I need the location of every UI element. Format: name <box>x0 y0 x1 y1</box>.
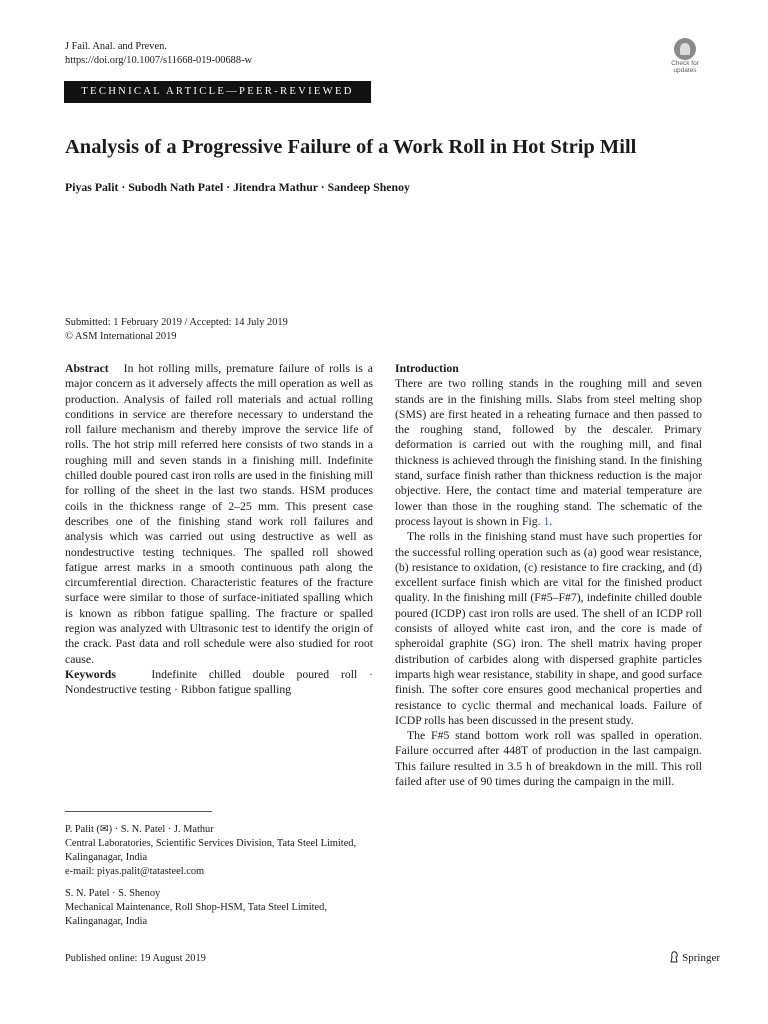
abstract-label: Abstract <box>65 362 109 375</box>
bookmark-icon <box>674 38 696 60</box>
published-online-date: Published online: 19 August 2019 <box>65 953 206 964</box>
check-updates-line1: Check for <box>671 60 699 67</box>
abstract <box>65 361 373 667</box>
copyright: © ASM International 2019 <box>65 331 177 342</box>
keywords-text: Indefinite chilled double poured roll · Nondestructive testing · Ribbon fatigue spalling <box>65 667 373 697</box>
article-type-banner: TECHNICAL ARTICLE—PEER-REVIEWED <box>64 81 371 103</box>
intro-p1-end: . <box>549 514 553 528</box>
submitted-accepted: Submitted: 1 February 2019 / Accepted: 14 July 2019 <box>65 317 288 328</box>
check-for-updates-badge[interactable] <box>666 38 704 76</box>
affiliation-group-2 <box>65 887 373 929</box>
journal-header <box>65 40 385 68</box>
figure-1-link[interactable]: 1 <box>543 514 550 528</box>
keywords-label: Keywords <box>65 667 116 681</box>
check-updates-line2: updates <box>673 67 697 74</box>
intro-paragraph-2: The rolls in the finishing stand must have such properties for the successful rolling operation such as (a) good wear resistance, (b) resistance to oxidation, (c) resistance to fire cracking, and (d) excellent surface finish which are vital for the finished product quality. In the finishing mill (F#5–F#7), indefinite chilled double poured (ICDP) cast iron rolls are used. The shell of an ICDP roll consists of alloyed white cast iron, and the core is made of spheroidal graphite (SG) iron. The shell matrix having proper distribution of carbides along with dispersed graphite particles imparts high wear resistance, stability in shape, and good surface finish. The softer core ensures good mechanical properties and resistance to cyclic thermal and mechanical loads. Failure of ICDP rolls has been discussed in the present study. <box>395 530 702 727</box>
affiliation-names: S. N. Patel · S. Shenoy <box>65 888 161 899</box>
affiliation-names: P. Palit (✉) · S. N. Patel · J. Mathur <box>65 824 214 835</box>
intro-p1-text: There are two rolling stands in the roughing mill and seven stands are in the finishing mills. Slabs from steel melting shop (SMS) are first heated in a reheating furnace and then passed to the roughing stand, followed by the descaler. Primary deformation is carried out with the roughing mill, and final thickness is achieved through the finishing stand. In the finishing stand, surface finish rather than thickness reduction is the major objective. Here, the contact time and material temperature are lower than those in the roughing stand. The schematic of the process layout is shown in Fig. <box>395 377 702 528</box>
author-list: Piyas Palit · Subodh Nath Patel · Jitendra Mathur · Sandeep Shenoy <box>65 180 410 194</box>
affiliation-email[interactable]: e-mail: piyas.palit@tatasteel.com <box>65 866 205 877</box>
affiliation-org: Mechanical Maintenance, Roll Shop-HSM, Tata Steel Limited, Kalinganagar, India <box>65 902 327 927</box>
keywords <box>65 667 373 698</box>
article-title: Analysis of a Progressive Failure of a Work Roll in Hot Strip Mill <box>65 136 637 158</box>
affiliation-group-1 <box>65 823 373 879</box>
springer-horse-icon <box>669 951 679 963</box>
abstract-text: In hot rolling mills, premature failure of rolls is a major concern as it adversely affects the mill operation as well as production. Analysis of failed roll materials and actual rolling conditions in service are therefore necessary to understand the roll failure mechanism and thereby improve the service life of rolls. The hot strip mill referred here consists of two stands in a roughing mill and seven stands in a finishing mill. Indefinite chilled double poured cast iron rolls are used in the finishing mill for rolling of the sheet in the last two stands. HSM produces coils in the thickness range of 2–25 mm. This present case describes one of the finishing stand work roll failures and analysis which was carried out using destructive as well as nondestructive testing techniques. The spalled roll showed fatigue arrest marks in a smooth continuous path along the circumferential direction. Characteristic features of the fracture surface were similar to those of surface-initiated spalling which is known as ribbon fatigue spalling. The fracture or spalled region was analyzed with Ultrasonic test to identify the origin of the crack. Past data and roll schedule were also studied for root cause. <box>65 362 374 666</box>
intro-paragraph-3: The F#5 stand bottom work roll was spalled in operation. Failure occurred after 448T of production in the last campaign. This failure resulted in 3.5 h of breakdown in the mill. This roll failed after use of 90 times during the campaign in the mill. <box>395 729 702 789</box>
doi-link[interactable]: https://doi.org/10.1007/s11668-019-00688-w <box>65 55 253 66</box>
journal-name: J Fail. Anal. and Preven. <box>65 41 167 52</box>
footnote-divider <box>65 811 212 812</box>
left-column <box>65 361 373 698</box>
section-heading-introduction: Introduction <box>395 362 459 375</box>
intro-paragraph-1 <box>395 376 702 529</box>
affiliation-org: Central Laboratories, Scientific Services Division, Tata Steel Limited, Kalinganagar, India <box>65 838 357 863</box>
publisher-logo <box>640 951 720 964</box>
right-column <box>395 361 702 789</box>
publisher-name: Springer <box>682 952 720 964</box>
submission-dates <box>65 316 385 344</box>
